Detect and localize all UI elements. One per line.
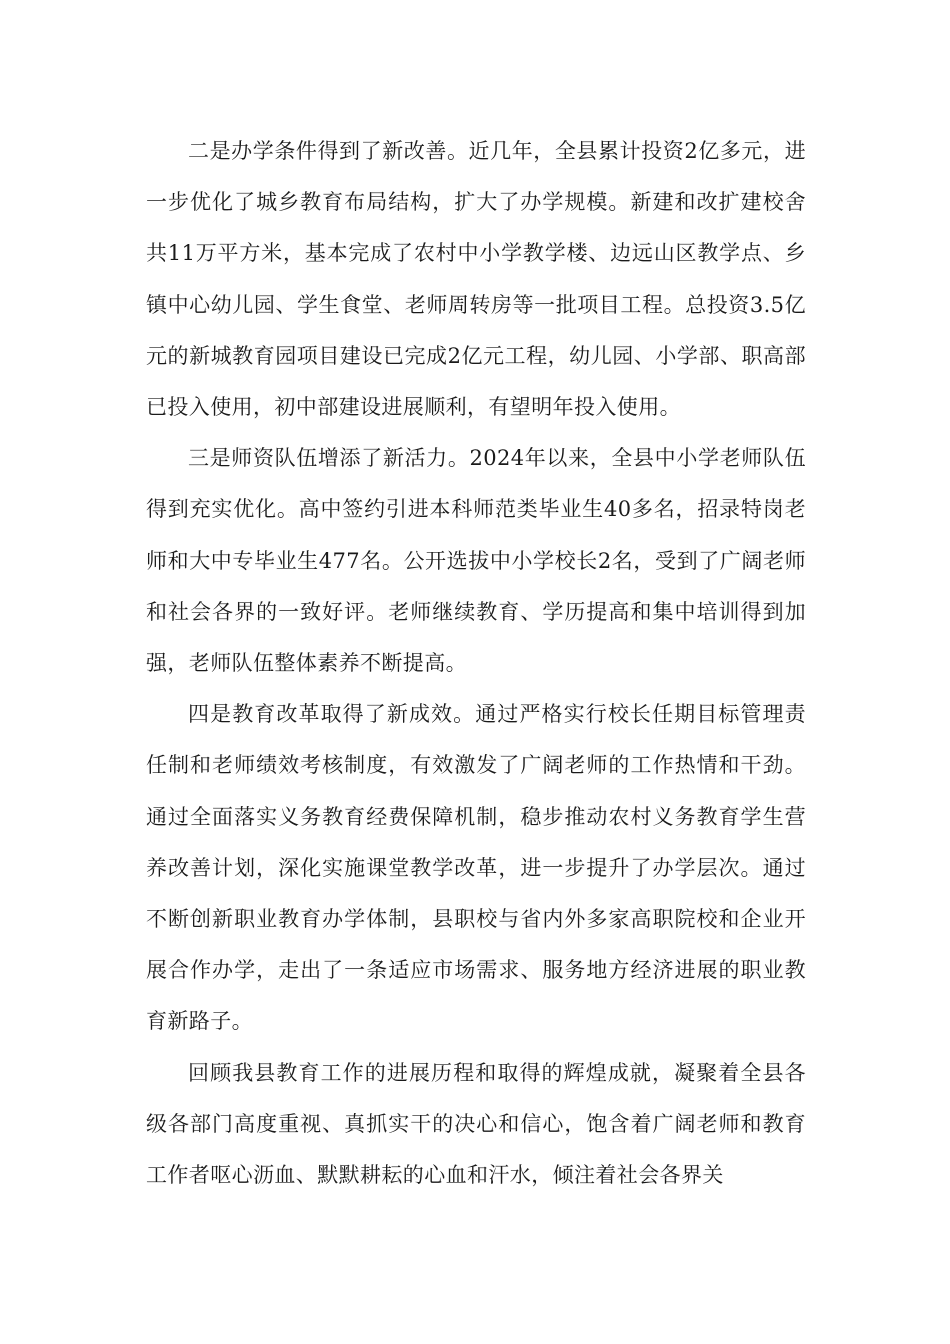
paragraph-education-reform: 四是教育改革取得了新成效。通过严格实行校长任期目标管理责任制和老师绩效考核制度，有效激发了广阔老师的工作热情和干劲。通过全面落实义务教育经费保障机制，稳步推动农村义务教育学生营养改善计划，深化实施课堂教学改革，进一步提升了办学层次。通过不断创新职业教育办学体制，县职校与省内外多家高职院校和企业开展合作办学，走出了一条适应市场需求、服务地方经济进展的职业教育新路子。 xyxy=(146,702,806,1034)
paragraph-teacher-team: 三是师资队伍增添了新活力。2024年以来，全县中小学老师队伍得到充实优化。高中签约引进本科师范类毕业生40多名，招录特岗老师和大中专毕业生477名。公开选拔中小学校长2名，受到了广阔老师和社会各界的一致好评。老师继续教育、学历提高和集中培训得到加强，老师队伍整体素养不断提高。 xyxy=(146,446,806,676)
document-body xyxy=(146,126,806,1201)
paragraph-school-conditions: 二是办学条件得到了新改善。近几年，全县累计投资2亿多元，进一步优化了城乡教育布局结构，扩大了办学规模。新建和改扩建校舍共11万平方米，基本完成了农村中小学教学楼、边远山区教学点、乡镇中心幼儿园、学生食堂、老师周转房等一批项目工程。总投资3.5亿元的新城教育园项目建设已完成2亿元工程，幼儿园、小学部、职高部已投入使用，初中部建设进展顺利，有望明年投入使用。 xyxy=(146,139,806,420)
paragraph-review: 回顾我县教育工作的进展历程和取得的辉煌成就，凝聚着全县各级各部门高度重视、真抓实干的决心和信心，饱含着广阔老师和教育工作者呕心沥血、默默耕耘的心血和汗水，倾注着社会各界关 xyxy=(146,1060,806,1188)
